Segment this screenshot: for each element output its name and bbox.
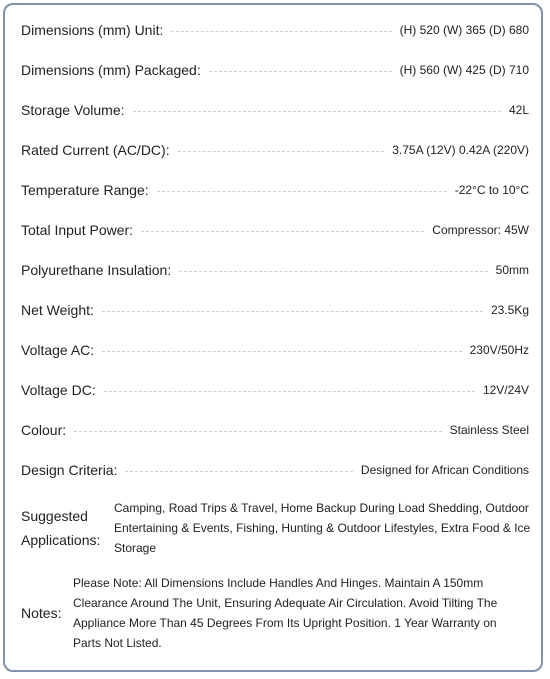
spec-row-dimensions-unit [21,20,529,40]
spec-label: Voltage AC: [21,342,95,358]
spec-row-colour [21,420,529,440]
spec-row-voltage-dc [21,380,529,400]
notes-value: Please Note: All Dimensions Include Handles And Hinges. Maintain A 150mm Clearance Around The Unit, Ensuring Adequate Air Circulation. Avoid Tilting The Appliance More Than 45 Degrees From Its Upright Position. 1 Year Warranty on Parts Not Listed. [73,576,498,650]
dotted-leader [133,111,501,112]
spec-card [3,3,543,672]
spec-value: 50mm [495,263,529,277]
spec-value: 23.5Kg [490,303,529,317]
dotted-leader [157,191,447,192]
spec-row-applications [21,498,531,558]
spec-value: (H) 560 (W) 425 (D) 710 [399,63,529,77]
spec-label: Rated Current (AC/DC): [21,142,170,158]
spec-label: Design Criteria: [21,462,118,478]
dotted-leader [171,31,391,32]
spec-label: Voltage DC: [21,382,96,398]
dotted-leader [209,71,392,72]
dotted-leader [102,351,461,352]
dotted-leader [178,151,385,152]
spec-label: Net Weight: [21,302,94,318]
dotted-leader [179,271,487,272]
spec-row-net-weight [21,300,529,320]
spec-value: 230V/50Hz [469,343,529,357]
dotted-leader [104,391,475,392]
spec-label: Colour: [21,422,67,438]
spec-value: Stainless Steel [449,423,529,437]
dotted-leader [141,231,424,232]
spec-value: 42L [508,103,529,117]
spec-value: Designed for African Conditions [360,463,529,477]
spec-value: (H) 520 (W) 365 (D) 680 [399,23,529,37]
dotted-leader [102,311,483,312]
spec-row-total-input-power [21,220,529,240]
applications-value: Camping, Road Trips & Travel, Home Backup During Load Shedding, Outdoor Entertaining & Events, Fishing, Hunting & Outdoor Lifestyles, Extra Food & Ice Storage [114,501,531,555]
notes-label: Notes: [21,605,62,621]
spec-row-dimensions-packaged [21,60,529,80]
dotted-leader [125,471,352,472]
spec-label: Dimensions (mm) Unit: [21,22,164,38]
spec-row-temperature-range [21,180,529,200]
dotted-leader [74,431,441,432]
spec-row-insulation [21,260,529,280]
spec-row-voltage-ac [21,340,529,360]
spec-value: 3.75A (12V) 0.42A (220V) [392,143,529,157]
spec-value: Compressor: 45W [432,223,529,237]
spec-row-design-criteria [21,460,529,480]
spec-row-rated-current [21,140,529,160]
applications-label: Suggested Applications: [21,508,101,548]
spec-label: Storage Volume: [21,102,125,118]
spec-label: Total Input Power: [21,222,134,238]
spec-label: Temperature Range: [21,182,149,198]
spec-row-notes [21,571,531,655]
spec-label: Dimensions (mm) Packaged: [21,62,201,78]
spec-value: 12V/24V [482,383,529,397]
spec-row-storage-volume [21,100,529,120]
spec-label: Polyurethane Insulation: [21,262,172,278]
spec-value: -22°C to 10°C [454,183,529,197]
